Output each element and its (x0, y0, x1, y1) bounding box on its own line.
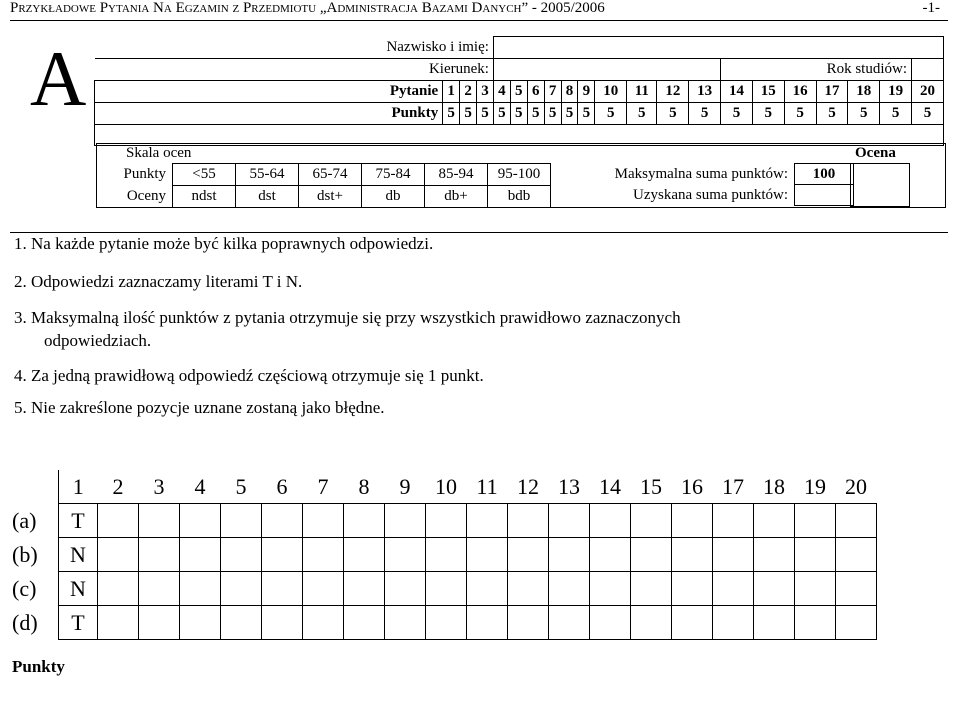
question-number: 13 (689, 81, 721, 103)
question-points: 5 (510, 103, 527, 125)
answer-cell[interactable] (385, 606, 426, 640)
max-sum-value: 100 (795, 164, 854, 185)
grid-column-header: 10 (426, 470, 467, 504)
answer-cell[interactable] (221, 504, 262, 538)
answer-cell[interactable] (508, 538, 549, 572)
question-points: 5 (784, 103, 816, 125)
separator-line (10, 232, 948, 233)
question-points: 5 (627, 103, 657, 125)
question-points: 5 (578, 103, 595, 125)
answer-cell[interactable] (713, 504, 754, 538)
answer-cell[interactable] (795, 504, 836, 538)
question-number: 14 (721, 81, 753, 103)
answer-cell[interactable] (590, 538, 631, 572)
question-points: 5 (477, 103, 494, 125)
question-number: 3 (477, 81, 494, 103)
answer-cell-example: T (59, 606, 98, 640)
answer-cell[interactable] (631, 606, 672, 640)
question-points: 5 (657, 103, 689, 125)
answer-cell[interactable] (262, 538, 303, 572)
answer-cell[interactable] (836, 538, 877, 572)
major-label: Kierunek: (95, 59, 494, 81)
questions-label: Pytanie (95, 81, 443, 103)
answer-cell[interactable] (836, 572, 877, 606)
points-label: Punkty (95, 103, 443, 125)
question-number: 12 (657, 81, 689, 103)
answer-cell[interactable] (508, 572, 549, 606)
answer-cell[interactable] (180, 606, 221, 640)
answer-cell-example: N (59, 572, 98, 606)
grid-column-header: 13 (549, 470, 590, 504)
answer-cell[interactable] (836, 606, 877, 640)
question-number: 17 (816, 81, 848, 103)
grid-column-header: 9 (385, 470, 426, 504)
scale-range: 65-74 (299, 164, 362, 186)
name-label: Nazwisko i imię: (95, 37, 494, 59)
answer-cell[interactable] (590, 504, 631, 538)
year-field[interactable] (912, 59, 944, 81)
answer-cell[interactable] (344, 538, 385, 572)
year-label: Rok studiów: (721, 59, 912, 81)
answer-row-label: (a) (12, 507, 37, 533)
scale-grade: db (362, 186, 425, 208)
instruction-2: 2. Odpowiedzi zaznaczamy literami T i N. (14, 272, 303, 291)
grid-column-header: 7 (303, 470, 344, 504)
answer-grid (10, 470, 877, 640)
answer-row (10, 572, 877, 606)
instruction-3-cont: odpowiedziach. (44, 331, 152, 350)
grid-column-header: 19 (795, 470, 836, 504)
answer-cell[interactable] (754, 606, 795, 640)
questions-row (95, 81, 944, 103)
answer-cell[interactable] (795, 538, 836, 572)
answer-cell[interactable] (467, 538, 508, 572)
answer-cell[interactable] (426, 538, 467, 572)
answer-row-label: (d) (12, 609, 38, 635)
scale-range: 55-64 (236, 164, 299, 186)
answer-cell[interactable] (385, 538, 426, 572)
answer-cell[interactable] (385, 504, 426, 538)
name-field[interactable] (493, 37, 943, 59)
instruction-3: 3. Maksymalną ilość punktów z pytania otrzymuje się przy wszystkich prawidłowo zaznaczonych (14, 308, 681, 327)
grading-scale-table (96, 163, 551, 208)
answer-cell[interactable] (590, 572, 631, 606)
instruction-1: 1. Na każde pytanie może być kilka poprawnych odpowiedzi. (14, 234, 434, 253)
question-points: 5 (527, 103, 544, 125)
question-points: 5 (752, 103, 784, 125)
question-points: 5 (460, 103, 477, 125)
answer-cell[interactable] (221, 538, 262, 572)
grid-column-header: 11 (467, 470, 508, 504)
grid-column-header: 3 (139, 470, 180, 504)
answer-cell[interactable] (467, 572, 508, 606)
question-number: 6 (527, 81, 544, 103)
answer-cell[interactable] (98, 538, 139, 572)
question-number: 10 (595, 81, 627, 103)
question-points: 5 (595, 103, 627, 125)
max-sum-label: Maksymalna suma punktów: (614, 165, 788, 182)
answer-cell[interactable] (385, 572, 426, 606)
answer-cell[interactable] (713, 538, 754, 572)
scale-grade: dst (236, 186, 299, 208)
scale-grade: dst+ (299, 186, 362, 208)
question-number: 20 (912, 81, 944, 103)
answer-cell[interactable] (672, 572, 713, 606)
answer-cell[interactable] (672, 504, 713, 538)
scale-title: Skala ocen (126, 145, 192, 161)
answer-cell[interactable] (262, 606, 303, 640)
answer-cell[interactable] (549, 572, 590, 606)
grid-column-header: 1 (59, 470, 98, 504)
answer-cell[interactable] (180, 538, 221, 572)
answer-cell[interactable] (303, 572, 344, 606)
answer-cell[interactable] (754, 572, 795, 606)
answer-cell[interactable] (303, 606, 344, 640)
question-number: 11 (627, 81, 657, 103)
answer-cell[interactable] (139, 504, 180, 538)
question-number: 4 (493, 81, 510, 103)
answer-cell[interactable] (631, 572, 672, 606)
answer-cell[interactable] (549, 538, 590, 572)
answer-cell[interactable] (262, 572, 303, 606)
grid-column-header: 12 (508, 470, 549, 504)
question-number: 8 (561, 81, 578, 103)
answer-row (10, 538, 877, 572)
question-points: 5 (544, 103, 561, 125)
scale-grade: bdb (488, 186, 551, 208)
answer-cell[interactable] (795, 606, 836, 640)
answer-cell[interactable] (549, 504, 590, 538)
answer-cell[interactable] (508, 606, 549, 640)
question-points: 5 (493, 103, 510, 125)
question-number: 2 (460, 81, 477, 103)
answer-cell[interactable] (262, 504, 303, 538)
page-header (10, 0, 948, 21)
scale-points-label: Punkty (123, 166, 166, 182)
answer-cell[interactable] (303, 504, 344, 538)
scale-range: 85-94 (425, 164, 488, 186)
question-number: 5 (510, 81, 527, 103)
answer-cell[interactable] (672, 538, 713, 572)
answer-cell[interactable] (98, 504, 139, 538)
variant-letter: A (30, 35, 87, 122)
grade-title: Ocena (855, 145, 896, 161)
answer-cell[interactable] (180, 504, 221, 538)
answer-cell[interactable] (221, 572, 262, 606)
answer-cell[interactable] (467, 504, 508, 538)
question-number: 7 (544, 81, 561, 103)
answer-cell[interactable] (590, 606, 631, 640)
question-points: 5 (816, 103, 848, 125)
grid-column-header: 18 (754, 470, 795, 504)
scale-range: 75-84 (362, 164, 425, 186)
answer-cell[interactable] (549, 606, 590, 640)
question-points: 5 (912, 103, 944, 125)
answer-cell[interactable] (98, 572, 139, 606)
question-number: 19 (880, 81, 912, 103)
question-points: 5 (880, 103, 912, 125)
answer-cell[interactable] (344, 504, 385, 538)
obtained-sum-label: Uzyskana suma punktów: (633, 186, 788, 203)
question-number: 1 (443, 81, 460, 103)
obtained-sum-field[interactable] (795, 185, 854, 206)
grid-corner (10, 470, 59, 504)
answer-cell[interactable] (344, 606, 385, 640)
answer-cell[interactable] (631, 504, 672, 538)
page-number: -1- (922, 0, 940, 16)
answer-cell[interactable] (754, 538, 795, 572)
answer-row (10, 504, 877, 538)
points-row (95, 103, 944, 125)
answer-row-label: (b) (12, 541, 38, 567)
answer-cell[interactable] (713, 606, 754, 640)
instruction-4: 4. Za jedną prawidłową odpowiedź częściową otrzymuje się 1 punkt. (14, 366, 484, 385)
scale-grades-label: Oceny (126, 188, 166, 204)
answer-cell-example: T (59, 504, 98, 538)
instruction-5: 5. Nie zakreślone pozycje uznane zostaną jako błędne. (14, 398, 385, 417)
answer-cell[interactable] (631, 538, 672, 572)
question-points: 5 (721, 103, 753, 125)
answer-cell[interactable] (836, 504, 877, 538)
answers-points-label: Punkty (12, 657, 65, 676)
points-summary-table (538, 163, 854, 206)
answer-cell[interactable] (139, 606, 180, 640)
document-title: Przykładowe Pytania Na Egzamin z Przedmiotu „Administracja Bazami Danych” - 2005/2006 (10, 0, 605, 16)
grid-column-header: 14 (590, 470, 631, 504)
question-points: 5 (443, 103, 460, 125)
question-number: 18 (848, 81, 880, 103)
scale-range: <55 (173, 164, 236, 186)
answer-cell[interactable] (672, 606, 713, 640)
question-points: 5 (561, 103, 578, 125)
answer-cell[interactable] (221, 606, 262, 640)
student-info-table (94, 36, 944, 146)
answer-cell[interactable] (754, 504, 795, 538)
grid-column-header: 4 (180, 470, 221, 504)
grid-column-header: 20 (836, 470, 877, 504)
grid-column-header: 8 (344, 470, 385, 504)
major-field[interactable] (493, 59, 720, 81)
answer-cell[interactable] (508, 504, 549, 538)
question-number: 9 (578, 81, 595, 103)
answer-row (10, 606, 877, 640)
grid-column-header: 15 (631, 470, 672, 504)
answer-row-label: (c) (12, 575, 37, 601)
question-points: 5 (689, 103, 721, 125)
answer-cell[interactable] (180, 572, 221, 606)
grade-field[interactable] (850, 163, 910, 207)
answer-cell[interactable] (139, 538, 180, 572)
question-number: 15 (752, 81, 784, 103)
question-number: 16 (784, 81, 816, 103)
scale-grade: ndst (173, 186, 236, 208)
answer-cell[interactable] (467, 606, 508, 640)
answer-cell[interactable] (426, 606, 467, 640)
answer-cell[interactable] (139, 572, 180, 606)
answer-cell[interactable] (795, 572, 836, 606)
answer-cell[interactable] (426, 504, 467, 538)
answer-cell-example: N (59, 538, 98, 572)
grid-column-header: 2 (98, 470, 139, 504)
grid-column-header: 17 (713, 470, 754, 504)
question-points: 5 (848, 103, 880, 125)
grid-column-header: 5 (221, 470, 262, 504)
scale-range: 95-100 (488, 164, 551, 186)
grid-column-header: 6 (262, 470, 303, 504)
answer-cell[interactable] (344, 572, 385, 606)
answer-cell[interactable] (98, 606, 139, 640)
answer-cell[interactable] (713, 572, 754, 606)
answer-cell[interactable] (426, 572, 467, 606)
answer-cell[interactable] (303, 538, 344, 572)
grid-column-header: 16 (672, 470, 713, 504)
scale-grade: db+ (425, 186, 488, 208)
